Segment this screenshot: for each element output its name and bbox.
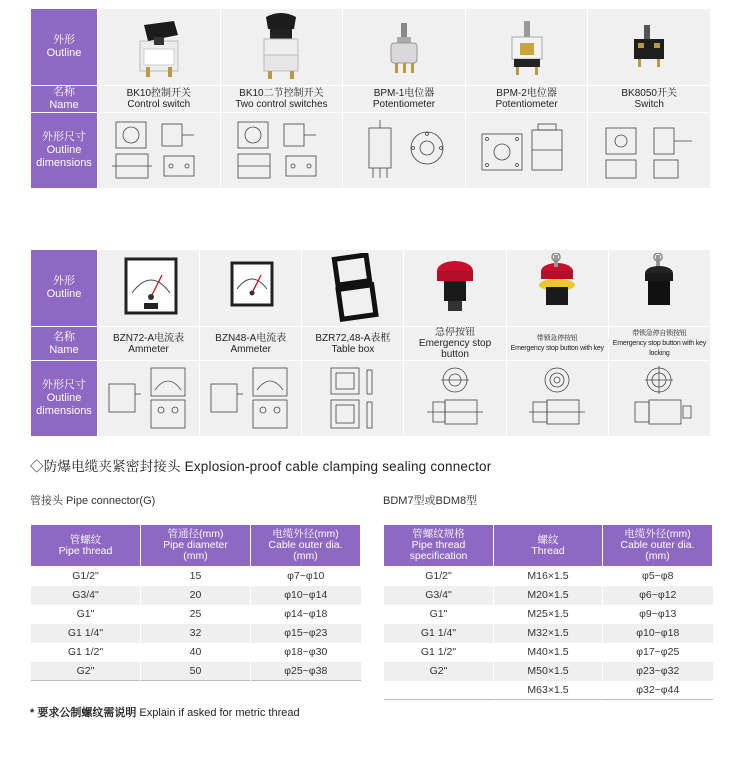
dimension-drawing (506, 361, 608, 437)
bdm-table (383, 524, 713, 700)
product-image-rotary-control-switch (98, 9, 221, 86)
table-cell: 15 (141, 567, 251, 586)
pipe-connector-table (30, 524, 361, 681)
table-cell: G1" (384, 605, 494, 624)
dimension-drawing (343, 113, 466, 189)
table-cell: G1 1/2" (384, 643, 494, 662)
table-row (31, 643, 361, 662)
dimension-drawing (404, 361, 506, 437)
table-cell: 32 (141, 624, 251, 643)
table-cell: G1" (31, 605, 141, 624)
table-cell: G2" (384, 662, 494, 681)
product-image-potentiometer-square (465, 9, 588, 86)
table-cell: φ7~φ10 (251, 567, 361, 586)
table-cell: φ10~φ18 (603, 624, 713, 643)
table-row (384, 681, 713, 700)
table-cell: 20 (141, 586, 251, 605)
product-image-emergency-stop-button (404, 250, 506, 327)
dimension-drawing (608, 361, 710, 437)
table-cell: G3/4" (384, 586, 494, 605)
row-header-name: 名称 Name (31, 327, 98, 361)
table-cell: M40×1.5 (494, 643, 603, 662)
product-name: BPM-1电位器 Potentiometer (343, 86, 466, 113)
table-cell: M63×1.5 (494, 681, 603, 700)
table-row (384, 662, 713, 681)
product-image-ammeter-72 (98, 250, 200, 327)
product-image-potentiometer-round (343, 9, 466, 86)
table-cell: G1 1/2" (31, 643, 141, 662)
dimension-drawing (98, 113, 221, 189)
product-name: BK8050开关 Switch (588, 86, 711, 113)
product-name: 带锁急停自锁按钮 Emergency stop button with key locking (608, 327, 710, 361)
table-cell: G1 1/4" (31, 624, 141, 643)
product-name: 带锁急停按钮 Emergency stop button with key (506, 327, 608, 361)
product-name: BZR72,48-A表框 Table box (302, 327, 404, 361)
catalog-table-top (30, 8, 711, 189)
column-header: 管螺纹 Pipe thread (31, 525, 141, 567)
table-cell: φ14~φ18 (251, 605, 361, 624)
row-header-dimensions: 外形尺寸 Outline dimensions (31, 113, 98, 189)
dimension-drawing (220, 113, 343, 189)
table-cell: φ17~φ25 (603, 643, 713, 662)
product-name: BZN48-A电流表 Ammeter (200, 327, 302, 361)
table-cell: φ23~φ32 (603, 662, 713, 681)
table-cell: M20×1.5 (494, 586, 603, 605)
table-cell: φ6~φ12 (603, 586, 713, 605)
table-cell: G2" (31, 662, 141, 681)
footnote (30, 704, 300, 720)
table-row (384, 567, 713, 586)
row-header-outline: 外形 Outline (31, 9, 98, 86)
table-cell: φ25~φ38 (251, 662, 361, 681)
table-cell: φ10~φ14 (251, 586, 361, 605)
pipe-connector-label: 管接头 Pipe connector(G) (30, 495, 156, 507)
product-image-two-section-control-switch (220, 9, 343, 86)
table-cell (384, 681, 494, 700)
table-cell: φ9~φ13 (603, 605, 713, 624)
table-cell: φ5~φ8 (603, 567, 713, 586)
dimension-drawing (200, 361, 302, 437)
footnote-en: Explain if asked for metric thread (139, 707, 300, 719)
product-name: BK10二节控制开关 Two control switches (220, 86, 343, 113)
dimension-drawing (465, 113, 588, 189)
table-cell: M16×1.5 (494, 567, 603, 586)
dimension-drawing (302, 361, 404, 437)
table-cell: G1 1/4" (384, 624, 494, 643)
table-cell: 40 (141, 643, 251, 662)
section-title: ◇防爆电缆夹紧密封接头 Explosion-proof cable clamping sealing connector (30, 459, 492, 474)
table-row (31, 662, 361, 681)
product-image-meter-frame (302, 250, 404, 327)
dimension-drawing (588, 113, 711, 189)
column-header: 管螺纹规格 Pipe thread specification (384, 525, 494, 567)
table-cell: φ15~φ23 (251, 624, 361, 643)
table-row (31, 586, 361, 605)
product-image-bk8050-switch (588, 9, 711, 86)
column-header: 电缆外径(mm) Cable outer dia. (mm) (251, 525, 361, 567)
table-row (31, 567, 361, 586)
row-header-dimensions: 外形尺寸 Outline dimensions (31, 361, 98, 437)
table-cell: G3/4" (31, 586, 141, 605)
product-name: BPM-2电位器 Potentiometer (465, 86, 588, 113)
column-header: 螺纹 Thread (494, 525, 603, 567)
table-row (31, 605, 361, 624)
table-cell: φ18~φ30 (251, 643, 361, 662)
table-row (384, 605, 713, 624)
table-cell: G1/2" (384, 567, 494, 586)
bdm-label: BDM7型或BDM8型 (383, 495, 478, 507)
product-image-ammeter-48 (200, 250, 302, 327)
table-cell: M50×1.5 (494, 662, 603, 681)
table-cell: G1/2" (31, 567, 141, 586)
table-cell: φ32~φ44 (603, 681, 713, 700)
catalog-table-bottom (30, 249, 711, 437)
footnote-cn: * 要求公制螺纹需说明 (30, 707, 137, 719)
dimension-drawing (98, 361, 200, 437)
table-row (31, 624, 361, 643)
table-cell: 25 (141, 605, 251, 624)
table-cell: M32×1.5 (494, 624, 603, 643)
table-row (384, 624, 713, 643)
column-header: 电缆外径(mm) Cable outer dia. (mm) (603, 525, 713, 567)
table-row (384, 586, 713, 605)
column-header: 管通径(mm) Pipe diameter (mm) (141, 525, 251, 567)
table-cell: 50 (141, 662, 251, 681)
row-header-name: 名称 Name (31, 86, 98, 113)
product-image-emergency-stop-key (506, 250, 608, 327)
table-row (384, 643, 713, 662)
product-name: BK10控制开关 Control switch (98, 86, 221, 113)
table-cell: M25×1.5 (494, 605, 603, 624)
product-name: BZN72-A电流表 Ammeter (98, 327, 200, 361)
product-name: 急停按钮 Emergency stop button (404, 327, 506, 361)
row-header-outline: 外形 Outline (31, 250, 98, 327)
product-image-emergency-stop-key-locking (608, 250, 710, 327)
